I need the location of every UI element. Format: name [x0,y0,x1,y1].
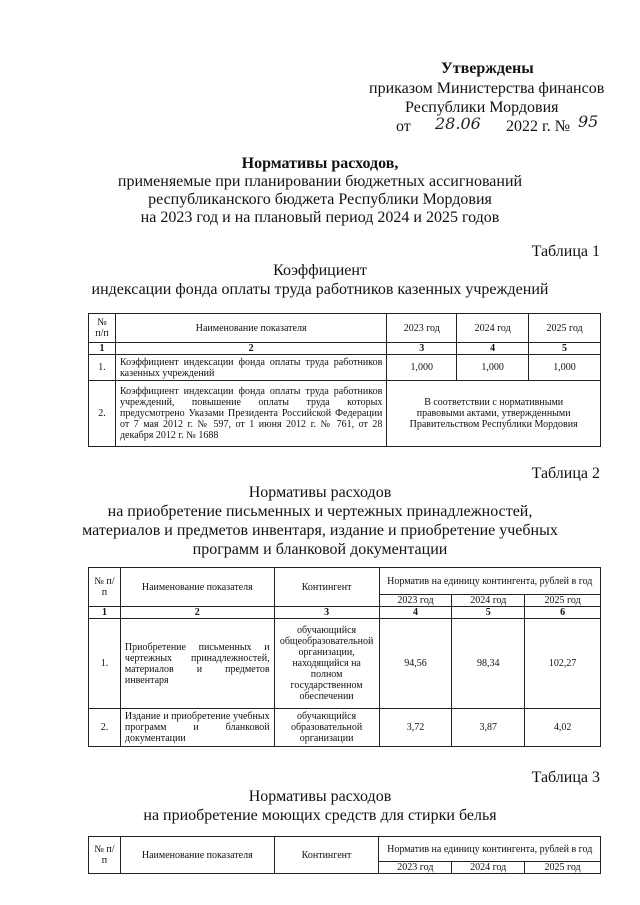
table1-header-name: Наименование показателя [115,314,386,343]
table2-row1-name: Приобретение письменных и чертежных принадлежностей, материалов и предметов инвентаря [120,619,274,709]
table1-row1-num: 1. [89,355,116,381]
approval-date-handwritten: 28.06 [435,114,481,133]
table2-row1-2024: 98,34 [452,619,525,709]
table1-colnum-row [89,343,601,355]
table-row [89,709,601,747]
table2-header-norm: Норматив на единицу контингента, рублей в год [379,568,600,595]
table3-header-2024: 2024 год [452,862,525,874]
table3-title: Нормативы расходов [248,788,392,805]
table1-colnum: 3 [387,343,457,355]
doc-subtitle-3: на 2023 год и на плановый период 2024 и 2025 годов [140,209,500,226]
table2 [88,567,601,747]
table3-header-norm: Норматив на единицу контингента, рублей в год [379,837,601,862]
table2-colnum: 1 [89,607,121,619]
table3-header-name: Наименование показателя [120,837,274,874]
table3-header-row [89,837,601,862]
table1-row1-2023: 1,000 [387,355,457,381]
doc-title: Нормативы расходов, [241,155,399,172]
table3-header-2023: 2023 год [379,862,452,874]
approval-number-handwritten: 95 [578,112,599,131]
table2-subtitle-2: материалов и предметов инвентаря, издание и приобретение учебных [82,522,558,539]
table2-row1-2025: 102,27 [525,619,601,709]
table1-header-num: № п/п [89,314,116,343]
table2-colnum: 2 [120,607,274,619]
table1-colnum: 1 [89,343,116,355]
approval-from-label: от [396,118,411,135]
table2-colnum: 5 [452,607,525,619]
table-row [89,619,601,709]
table1-header-row [89,314,601,343]
table2-row1-num: 1. [89,619,121,709]
approval-line-republic: Республики Мордовия [405,99,559,116]
table2-row1-2023: 94,56 [379,619,452,709]
table2-row2-2024: 3,87 [452,709,525,747]
table2-row1-contingent: обучающийся общеобразовательной организации, находящийся на полном государственном обеспечении [274,619,379,709]
table1-label: Таблица 1 [531,243,600,260]
table2-colnum: 6 [525,607,601,619]
table1-colnum: 4 [457,343,529,355]
table-row [89,355,601,381]
table3-subtitle: на приобретение моющих средств для стирки белья [143,807,497,824]
table1-row1-name: Коэффициент индексации фонда оплаты труда работников казенных учреждений [115,355,386,381]
table2-header-num: № п/п [89,568,121,607]
table2-row2-num: 2. [89,709,121,747]
table-row [89,381,601,447]
table1-header-2023: 2023 год [387,314,457,343]
table3 [88,836,601,874]
table3-header-contingent: Контингент [274,837,379,874]
table2-header-row [89,568,601,595]
table1-title: Коэффициент [273,262,367,279]
approval-line-ministry: приказом Министерства финансов [369,80,605,97]
table1-row2-name: Коэффициент индексации фонда оплаты труда работников учреждений, повышение оплаты труда которых предусмотрено Указами Президента Российской Федерации от 7 мая 2012 г. № 597, от 1 июня 2012 г. № 761, от 28 декабря 2012 г. № 1688 [115,381,386,447]
approval-year-number: 2022 г. № [506,118,571,135]
table1-row2-num: 2. [89,381,116,447]
table2-colnum: 3 [274,607,379,619]
table2-row2-2023: 3,72 [379,709,452,747]
table2-colnum-row [89,607,601,619]
doc-subtitle-2: республиканского бюджета Республики Мордовия [148,191,492,208]
table1-colnum: 2 [115,343,386,355]
approval-title: Утверждены [441,60,534,77]
table2-row2-contingent: обучающийся образовательной организации [274,709,379,747]
table2-row2-2025: 4,02 [525,709,601,747]
table1-row2-merged: В соответствии с нормативными правовыми актами, утвержденными Правительством Республики Мордовия [387,381,601,447]
table3-header-2025: 2025 год [525,862,601,874]
table2-subtitle-3: программ и бланковой документации [192,541,448,558]
table2-title: Нормативы расходов [248,484,392,501]
table2-header-contingent: Контингент [274,568,379,607]
table2-header-2025: 2025 год [525,595,601,607]
table1-colnum: 5 [529,343,601,355]
table1-header-2024: 2024 год [457,314,529,343]
table1-subtitle: индексации фонда оплаты труда работников казенных учреждений [91,281,549,298]
table1-header-2025: 2025 год [529,314,601,343]
table3-header-num: № п/п [89,837,121,874]
doc-subtitle-1: применяемые при планировании бюджетных ассигнований [117,173,523,190]
table2-subtitle-1: на приобретение письменных и чертежных принадлежностей, [107,503,533,520]
table2-header-2023: 2023 год [379,595,452,607]
table2-colnum: 4 [379,607,452,619]
table1-row1-2025: 1,000 [529,355,601,381]
table1-row1-2024: 1,000 [457,355,529,381]
table1 [88,313,601,447]
table3-label: Таблица 3 [531,769,600,786]
table2-row2-name: Издание и приобретение учебных программ и бланковой документации [120,709,274,747]
table2-header-2024: 2024 год [452,595,525,607]
table2-header-name: Наименование показателя [120,568,274,607]
table2-label: Таблица 2 [531,465,600,482]
